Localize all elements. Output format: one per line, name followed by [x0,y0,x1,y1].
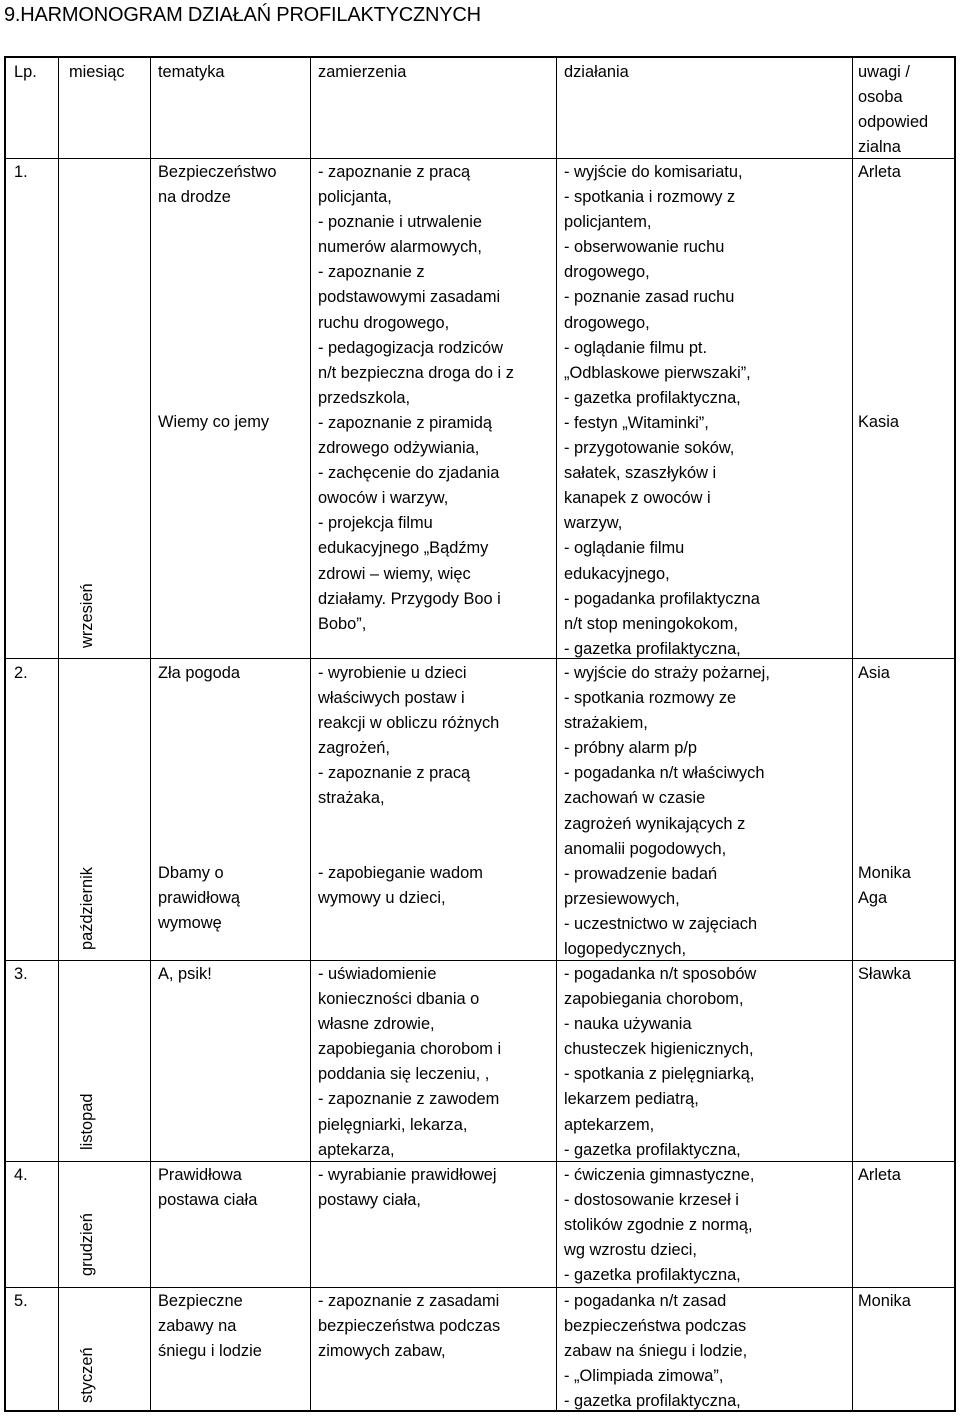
column-divider [150,58,151,1410]
document-title: 9.HARMONOGRAM DZIAŁAŃ PROFILAKTYCZNYCH [4,4,481,26]
row-5-month: styczeń [78,1347,96,1403]
column-divider [58,58,59,1410]
row-2-goals: - wyrobienie u dzieci właściwych postaw i reakcji w obliczu różnych zagrożeń, - zapoznanie z pracą strażaka, [318,664,500,808]
row-1-topic: Bezpieczeństwo na drodze [158,163,277,207]
row-5-person: Monika [858,1292,911,1310]
header-month: miesiąc [69,63,125,81]
row-5-lp: 5. [14,1292,28,1310]
row-2-topic-2: Dbamy o prawidłową wymowę [158,864,240,933]
column-divider [556,58,557,1410]
header-topic: tematyka [158,63,225,81]
header-goals: zamierzenia [318,63,407,81]
row-5-actions: - pogadanka n/t zasad bezpieczeństwa podczas zabaw na śniegu i lodzie, - „Olimpiada zimowa”, - gazetka profilaktyczna, [564,1292,748,1411]
row-3-actions: - pogadanka n/t sposobów zapobiegania chorobom, - nauka używania chusteczek higienicznych, - spotkania z pielęgniarką, lekarzem pediatrą, aptekarzem, - gazetka profilaktyczna, [564,965,757,1159]
row-2-actions: - wyjście do straży pożarnej, - spotkania rozmowy ze strażakiem, - próbny alarm p/p - pogadanka n/t właściwych zachowań w czasie zagrożeń wynikających z anomalii pogodowych, - prowadzenie badań przesiewowych, - uczestnictwo w zajęciach logopedycznych, [564,664,770,959]
row-5-goals: - zapoznanie z zasadami bezpieczeństwa podczas zimowych zabaw, [318,1292,501,1361]
header-notes: uwagi / osoba odpowied zialna [858,63,929,156]
row-4-actions: - ćwiczenia gimnastyczne, - dostosowanie krzeseł i stolików zgodnie z normą, wg wzrostu dzieci, - gazetka profilaktyczna, [564,1166,755,1285]
column-divider [852,58,853,1410]
column-divider [310,58,311,1410]
row-2-lp: 2. [14,664,28,682]
row-4-lp: 4. [14,1166,28,1184]
row-4-month: grudzień [78,1213,96,1276]
row-divider [6,1287,954,1288]
row-3-lp: 3. [14,965,28,983]
row-1-topic-2: Wiemy co jemy [158,413,270,431]
row-4-goals: - wyrabianie prawidłowej postawy ciała, [318,1166,497,1210]
row-3-topic: A, psik! [158,965,212,983]
row-divider [6,960,954,961]
row-5-topic: Bezpieczne zabawy na śniegu i lodzie [158,1292,262,1361]
row-2-topic: Zła pogoda [158,664,241,682]
row-1-actions: - wyjście do komisariatu, - spotkania i rozmowy z policjantem, - obserwowanie ruchu drogowego, - poznanie zasad ruchu drogowego, - oglądanie filmu pt. „Odblaskowe pierwszaki”, - gazetka profilaktyczna, - festyn „Witaminki”, - przygotowanie soków, sałatek, szaszłyków i kanapek z owoców i warzyw, - oglądanie filmu edukacyjnego, - pogadanka profilaktyczna n/t stop meningokokom, - gazetka profilaktyczna, [564,163,760,658]
row-1-month: wrzesień [78,583,96,648]
row-1-person-2: Kasia [858,413,900,431]
row-3-person: Sławka [858,965,911,983]
row-1-person: Arleta [858,163,901,181]
row-2-month: październik [78,867,96,950]
row-2-person: Asia [858,664,890,682]
row-3-month: listopad [78,1093,96,1150]
row-4-person: Arleta [858,1166,901,1184]
row-4-topic: Prawidłowa postawa ciała [158,1166,258,1210]
schedule-table [4,56,956,1412]
row-2-goals-2: - zapobieganie wadom wymowy u dzieci, [318,864,483,908]
row-divider [6,658,954,659]
row-1-lp: 1. [14,163,28,181]
row-1-goals: - zapoznanie z pracą policjanta, - poznanie i utrwalenie numerów alarmowych, - zapoznanie z podstawowymi zasadami ruchu drogowego, - pedagogizacja rodziców n/t bezpieczna droga do i z przedszkola, - zapoznanie z piramidą zdrowego odżywiania, - zachęcenie do zjadania owoców i warzyw, - projekcja filmu edukacyjnego „Bądźmy zdrowi – wiemy, więc działamy. Przygody Boo i Bobo”, [318,163,514,633]
row-divider [6,158,954,159]
row-3-goals: - uświadomienie konieczności dbania o własne zdrowie, zapobiegania chorobom i poddania się leczeniu, , - zapoznanie z zawodem pielęgniarki, lekarza, aptekarza, [318,965,502,1159]
row-2-person-2: Monika Aga [858,864,911,908]
header-lp: Lp. [14,63,37,81]
header-actions: działania [564,63,629,81]
